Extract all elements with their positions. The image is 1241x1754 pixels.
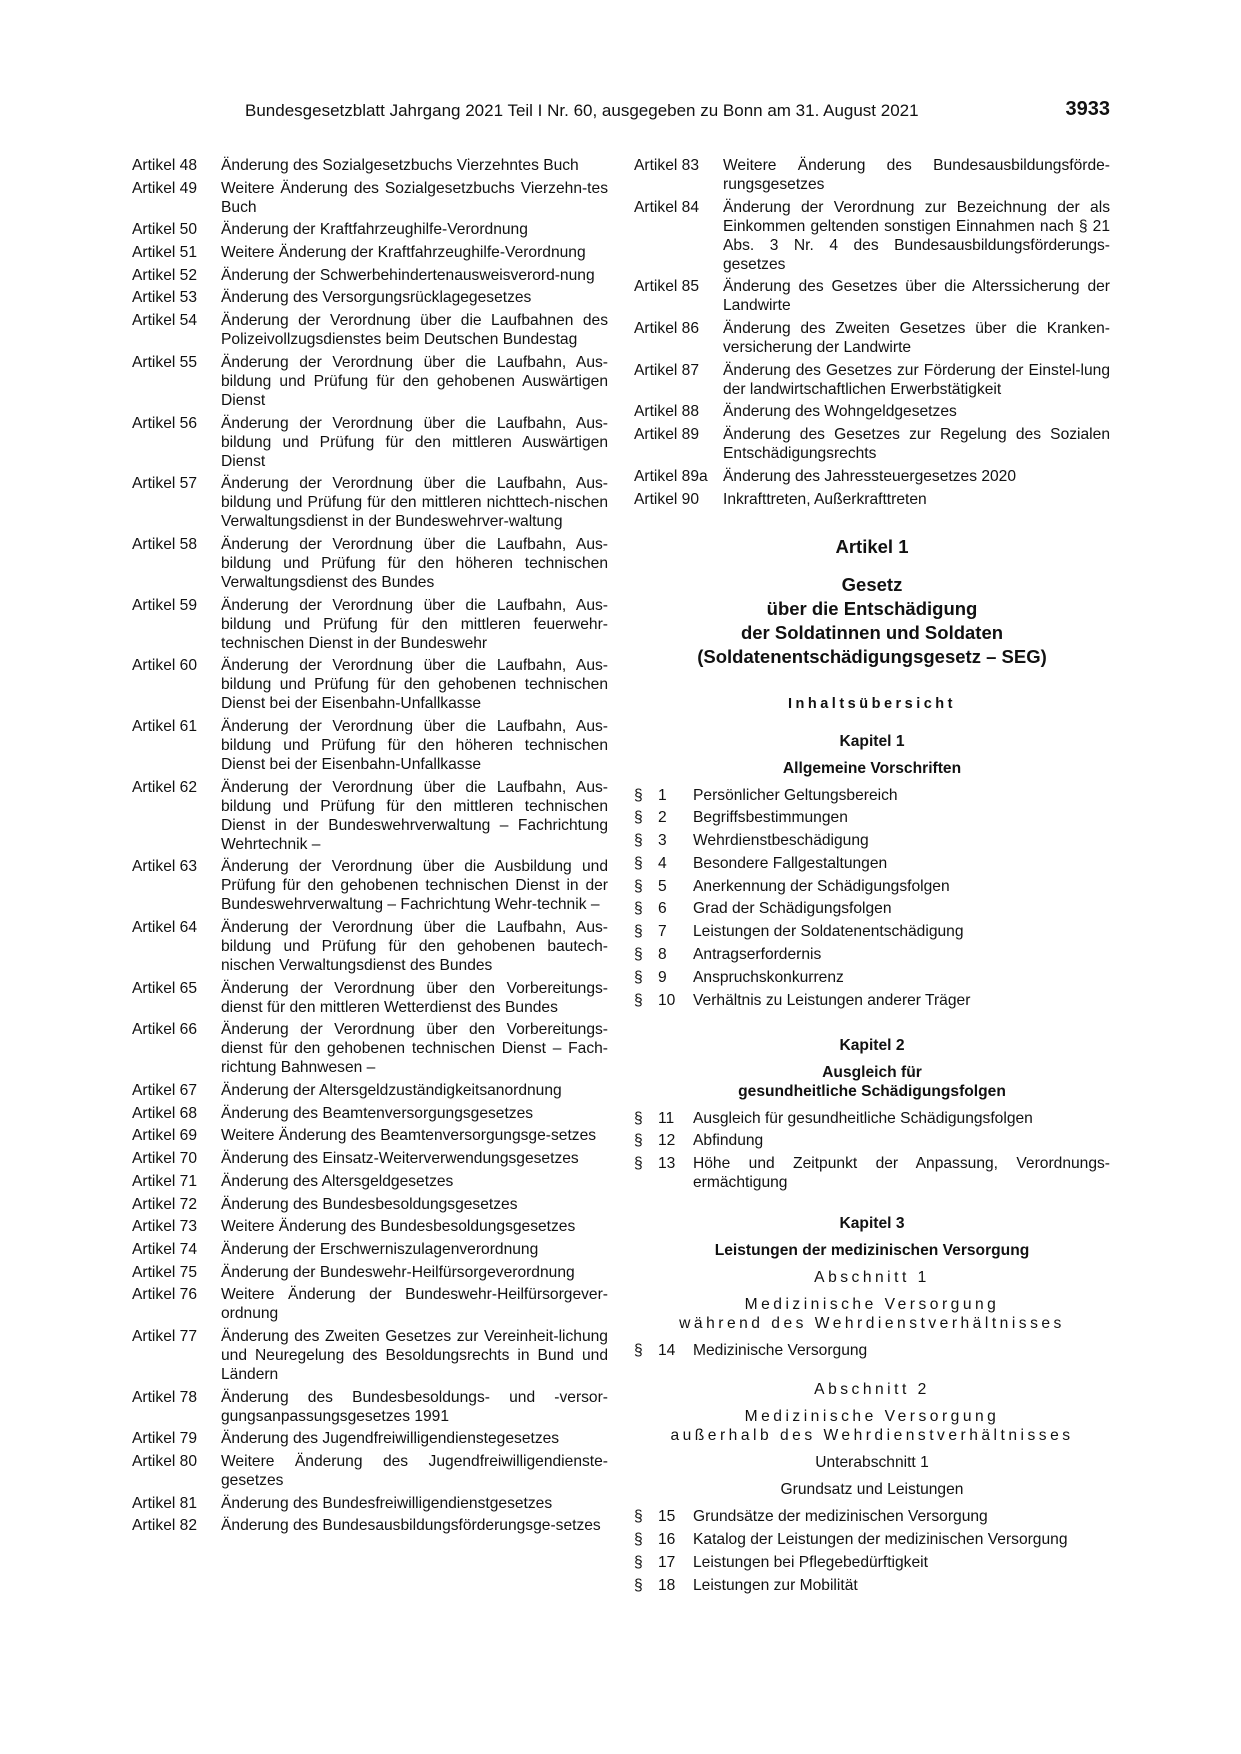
- article-number: Artikel 62: [132, 778, 198, 796]
- section-title: Begriffsbestimmungen: [693, 809, 848, 827]
- article-number: Artikel 55: [132, 353, 198, 371]
- article-number: Artikel 72: [132, 1195, 198, 1213]
- abschnitt-title-line: während des Wehrdienstverhältnisses: [679, 1315, 1065, 1333]
- section-symbol: §: [634, 1342, 643, 1360]
- article-title: Weitere Änderung des Sozialgesetzbuchs Vierzehn-tes Buch: [221, 179, 608, 216]
- section-number: 15: [658, 1508, 676, 1526]
- section-number: 7: [658, 923, 667, 941]
- article-title: Änderung des Gesetzes über die Alterssicherung der Landwirte: [723, 278, 1110, 315]
- article-title: Änderung des Bundesausbildungsförderungsge-setzes: [221, 1517, 601, 1535]
- article-row: [132, 1104, 608, 1123]
- section-number: 16: [658, 1531, 676, 1549]
- article-title: Änderung der Schwerbehindertenausweisverord-nung: [221, 266, 595, 284]
- section-title: Leistungen der Soldatenentschädigung: [693, 923, 964, 941]
- article-row: [132, 1172, 608, 1191]
- article-number: Artikel 85: [634, 278, 700, 296]
- page-header: [132, 98, 1110, 127]
- article-number: Artikel 88: [634, 403, 700, 421]
- section-title: Besondere Fallgestaltungen: [693, 854, 888, 872]
- section-row: [634, 1154, 1110, 1192]
- section-row: [634, 1553, 1110, 1572]
- article-row: [132, 474, 608, 531]
- section-symbol: §: [634, 1576, 643, 1594]
- unterabschnitt-label: Unterabschnitt 1: [815, 1454, 929, 1472]
- article-number: Artikel 87: [634, 361, 700, 379]
- section-symbol: §: [634, 786, 643, 804]
- article-title: Änderung des Zweiten Gesetzes zur Vereinheit-lichung und Neuregelung des Besoldungsrechts in Bund und Ländern: [221, 1327, 608, 1383]
- article-title: Änderung der Verordnung zur Bezeichnung der als Einkommen geltenden sonstigen Einnahmen nach § 21 Abs. 3 Nr. 4 des Bundesausbildungsförderungs-gesetzes: [723, 198, 1110, 273]
- article-row: [132, 1494, 608, 1513]
- article-row: [132, 717, 608, 774]
- article-number: Artikel 76: [132, 1286, 198, 1304]
- article-title: Änderung der Verordnung über die Laufbahn, Aus-bildung und Prüfung für den gehobenen Auswärtigen Dienst: [221, 353, 608, 409]
- section-title: Anspruchskonkurrenz: [693, 968, 844, 986]
- section-title: Höhe und Zeitpunkt der Anpassung, Verordnungs-ermächtigung: [693, 1155, 1110, 1192]
- article-row: [132, 266, 608, 285]
- article-title: Änderung des Versorgungsrücklagegesetzes: [221, 289, 532, 307]
- article-number: Artikel 50: [132, 221, 198, 239]
- section-row: [634, 1131, 1110, 1150]
- article-row: [132, 1452, 608, 1490]
- article-row: [634, 425, 1110, 463]
- abschnitt-label: Abschnitt 2: [814, 1381, 930, 1399]
- section-number: 4: [658, 854, 667, 872]
- article-title: Änderung des Bundesbesoldungsgesetzes: [221, 1195, 518, 1213]
- law-title: [634, 573, 1110, 669]
- article-title: Änderung der Verordnung über den Vorbereitungs-dienst für den mittleren Wetterdienst des Bundes: [221, 979, 608, 1016]
- section-title: Leistungen bei Pflegebedürftigkeit: [693, 1553, 928, 1571]
- article-row: [132, 1217, 608, 1236]
- article-row: [132, 1195, 608, 1214]
- article-row: [132, 1126, 608, 1145]
- article-title: Weitere Änderung des Bundesausbildungsförde-rungsgesetzes: [723, 157, 1110, 193]
- article-row: [132, 1285, 608, 1323]
- section-symbol: §: [634, 946, 643, 964]
- section-row: [634, 1576, 1110, 1595]
- kapitel-title-line: Ausgleich für: [822, 1063, 922, 1081]
- article-row: [132, 311, 608, 349]
- article-number: Artikel 58: [132, 535, 198, 553]
- article-number: Artikel 82: [132, 1517, 198, 1535]
- article-number: Artikel 49: [132, 179, 198, 197]
- article-number: Artikel 89a: [634, 467, 708, 485]
- section-symbol: §: [634, 1109, 643, 1127]
- section-number: 17: [658, 1553, 676, 1571]
- article-row: [634, 198, 1110, 274]
- article-title: Änderung der Altersgeldzuständigkeitsanordnung: [221, 1082, 562, 1100]
- section-row: [634, 922, 1110, 941]
- article-number: Artikel 53: [132, 289, 198, 307]
- article-number: Artikel 84: [634, 198, 700, 216]
- article-row: [132, 857, 608, 914]
- section-row: [634, 899, 1110, 918]
- section-symbol: §: [634, 1132, 643, 1150]
- section-symbol: §: [634, 900, 643, 918]
- section-title: Grundsätze der medizinischen Versorgung: [693, 1508, 988, 1526]
- right-column: [634, 156, 1110, 1598]
- article-number: Artikel 61: [132, 717, 198, 735]
- section-row: [634, 808, 1110, 827]
- abschnitt-title-line: Medizinische Versorgung: [744, 1296, 1000, 1314]
- article-title: Änderung des Einsatz-Weiterverwendungsgesetzes: [221, 1150, 579, 1168]
- kapitel-label: Kapitel 3: [839, 1215, 905, 1233]
- article-title: Änderung des Beamtenversorgungsgesetzes: [221, 1104, 534, 1122]
- section-row: [634, 968, 1110, 987]
- section-number: 2: [658, 809, 667, 827]
- article-row: [132, 179, 608, 217]
- kapitel-label: Kapitel 1: [839, 732, 905, 750]
- kapitel-title: Leistungen der medizinischen Versorgung: [714, 1242, 1030, 1260]
- section-title: Persönlicher Geltungsbereich: [693, 786, 898, 804]
- article-row: [132, 1388, 608, 1426]
- section-number: 5: [658, 877, 667, 895]
- article-title: Änderung der Verordnung über den Vorbereitungs-dienst für den gehobenen technischen Dienst – Fach-richtung Bahnwesen –: [221, 1021, 608, 1077]
- article-number: Artikel 75: [132, 1263, 198, 1281]
- article-row: [132, 918, 608, 975]
- article-title: Änderung der Verordnung über die Laufbahn, Aus-bildung und Prüfung für den gehobenen technischen Dienst bei der Eisenbahn-Unfallkasse: [221, 657, 608, 713]
- article-number: Artikel 60: [132, 657, 198, 675]
- section-title: Medizinische Versorgung: [693, 1342, 868, 1360]
- article-title: Weitere Änderung des Bundesbesoldungsgesetzes: [221, 1218, 576, 1236]
- section-number: 13: [658, 1155, 676, 1173]
- page-number: 3933: [1065, 98, 1110, 120]
- unterabschnitt-title: Grundsatz und Leistungen: [780, 1481, 964, 1499]
- article-row: [132, 979, 608, 1017]
- article-number: Artikel 79: [132, 1430, 198, 1448]
- article-number: Artikel 51: [132, 244, 198, 262]
- section-number: 6: [658, 900, 667, 918]
- article-number: Artikel 56: [132, 414, 198, 432]
- article-title: Änderung des Wohngeldgesetzes: [723, 403, 957, 421]
- section-symbol: §: [634, 877, 643, 895]
- section-title: Wehrdienstbeschädigung: [693, 832, 869, 850]
- article-row: [634, 156, 1110, 194]
- left-column: [132, 156, 608, 1539]
- article-row: [132, 1429, 608, 1448]
- section-title: Katalog der Leistungen der medizinischen Versorgung: [693, 1531, 1068, 1549]
- section-title: Antragserfordernis: [693, 946, 822, 964]
- article-row: [634, 490, 1110, 509]
- section-symbol: §: [634, 1155, 643, 1173]
- section-row: [634, 831, 1110, 850]
- article-title: Änderung der Verordnung über die Laufbahn, Aus-bildung und Prüfung für den mittleren technischen Dienst in der Bundeswehrverwaltung – Fachrichtung Wehrtechnik –: [221, 778, 608, 853]
- article-number: Artikel 64: [132, 919, 198, 936]
- kapitel-label: Kapitel 2: [839, 1036, 905, 1054]
- article-row: [132, 353, 608, 410]
- article-title: Änderung des Gesetzes zur Regelung des Sozialen Entschädigungsrechts: [723, 426, 1110, 463]
- section-title: Abfindung: [693, 1132, 764, 1150]
- section-number: 1: [658, 786, 667, 804]
- article-number: Artikel 71: [132, 1172, 198, 1190]
- article-row: [132, 414, 608, 471]
- section-title: Leistungen zur Mobilität: [693, 1576, 858, 1594]
- section-symbol: §: [634, 854, 643, 872]
- article-row: [132, 220, 608, 239]
- article-row: [132, 288, 608, 307]
- article-title: Änderung der Verordnung über die Laufbahn, Aus-bildung und Prüfung für den höheren technischen Verwaltungsdienst des Bundes: [221, 535, 608, 591]
- section-number: 9: [658, 968, 667, 986]
- section-number: 10: [658, 991, 676, 1009]
- article-row: [132, 1263, 608, 1282]
- article-number: Artikel 74: [132, 1240, 198, 1258]
- article-row: [132, 1081, 608, 1100]
- abschnitt-label: Abschnitt 1: [814, 1269, 930, 1287]
- article-number: Artikel 80: [132, 1453, 198, 1470]
- article-row: [132, 596, 608, 653]
- article-number: Artikel 81: [132, 1494, 198, 1512]
- law-title-line: Gesetz: [841, 573, 903, 595]
- article-row: [634, 467, 1110, 486]
- article-title: Änderung des Jugendfreiwilligendienstegesetzes: [221, 1430, 560, 1448]
- section-symbol: §: [634, 1553, 643, 1571]
- section-row: [634, 1530, 1110, 1549]
- article-title: Änderung des Gesetzes zur Förderung der Einstel-lung der landwirtschaftlichen Erwerbstätigkeit: [723, 361, 1110, 398]
- article-title: Änderung des Zweiten Gesetzes über die Kranken-versicherung der Landwirte: [723, 320, 1110, 357]
- article-row: [132, 656, 608, 713]
- article-row: [132, 1240, 608, 1259]
- article-number: Artikel 69: [132, 1127, 198, 1145]
- article-title: Änderung des Bundesfreiwilligendienstgesetzes: [221, 1494, 553, 1512]
- section-title: Grad der Schädigungsfolgen: [693, 900, 892, 918]
- article-title: Änderung der Verordnung über die Laufbahn, Aus-bildung und Prüfung für den höheren technischen Dienst bei der Eisenbahn-Unfallkasse: [221, 717, 608, 773]
- section-row: [634, 877, 1110, 896]
- article-number: Artikel 73: [132, 1218, 198, 1236]
- article-row: [132, 1327, 608, 1384]
- article-number: Artikel 68: [132, 1104, 198, 1122]
- article-title: Änderung der Verordnung über die Laufbahn, Aus-bildung und Prüfung für den gehobenen bautech-nischen Verwaltungsdienst des Bundes: [221, 919, 608, 974]
- toc-heading: Inhaltsübersicht: [788, 695, 956, 712]
- kapitel-title: Allgemeine Vorschriften: [782, 759, 962, 777]
- article-title: Änderung des Jahressteuergesetzes 2020: [723, 467, 1017, 485]
- section-number: 3: [658, 832, 667, 850]
- section-row: [634, 1507, 1110, 1526]
- article-number: Artikel 54: [132, 312, 198, 330]
- article-number: Artikel 89: [634, 426, 700, 444]
- header-title: Bundesgesetzblatt Jahrgang 2021 Teil I Nr. 60, ausgegeben zu Bonn am 31. August 2021: [245, 101, 919, 120]
- article-number: Artikel 57: [132, 475, 198, 493]
- section-title: Anerkennung der Schädigungsfolgen: [693, 877, 950, 895]
- article-number: Artikel 65: [132, 979, 198, 997]
- article-title: Änderung der Erschwerniszulagenverordnung: [221, 1240, 539, 1258]
- article-number: Artikel 66: [132, 1021, 198, 1039]
- article-title: Änderung der Verordnung über die Laufbahn, Aus-bildung und Prüfung für den mittleren Auswärtigen Dienst: [221, 414, 608, 470]
- section-row: [634, 991, 1110, 1010]
- article-title: Weitere Änderung der Kraftfahrzeughilfe-Verordnung: [221, 244, 586, 262]
- section-symbol: §: [634, 968, 643, 986]
- section-symbol: §: [634, 832, 643, 850]
- article-title: Änderung der Kraftfahrzeughilfe-Verordnung: [221, 221, 528, 239]
- section-number: 8: [658, 946, 667, 964]
- article-row: [634, 402, 1110, 421]
- article-row: [634, 319, 1110, 357]
- article-number: Artikel 90: [634, 490, 700, 508]
- section-number: 11: [658, 1109, 675, 1127]
- article-number: Artikel 67: [132, 1082, 198, 1100]
- section-number: 12: [658, 1132, 676, 1150]
- law-title-line: über die Entschädigung: [766, 597, 978, 619]
- section-symbol: §: [634, 923, 643, 941]
- article-row: [132, 778, 608, 854]
- article-title: Weitere Änderung des Jugendfreiwilligendienste-gesetzes: [221, 1453, 608, 1489]
- article-title: Änderung der Verordnung über die Laufbahnen des Polizeivollzugsdienstes beim Deutschen Bundestag: [221, 312, 608, 349]
- article-row: [132, 1149, 608, 1168]
- article-number: Artikel 52: [132, 266, 198, 284]
- artikel-heading: Artikel 1: [835, 535, 909, 557]
- section-symbol: §: [634, 991, 643, 1009]
- section-row: [634, 786, 1110, 805]
- article-row: [132, 243, 608, 262]
- article-number: Artikel 70: [132, 1150, 198, 1168]
- section-symbol: §: [634, 1531, 643, 1549]
- article-row: [132, 535, 608, 592]
- section-row: [634, 1109, 1110, 1128]
- article-row: [132, 1020, 608, 1077]
- article-number: Artikel 63: [132, 858, 198, 876]
- article-title: Inkrafttreten, Außerkrafttreten: [723, 490, 927, 508]
- abschnitt-title-line: Medizinische Versorgung: [744, 1408, 1000, 1426]
- article-number: Artikel 78: [132, 1388, 198, 1406]
- article-number: Artikel 77: [132, 1327, 198, 1345]
- section-symbol: §: [634, 809, 643, 827]
- law-title-line: der Soldatinnen und Soldaten: [740, 621, 1004, 643]
- article-title: Änderung des Sozialgesetzbuchs Vierzehntes Buch: [221, 157, 579, 174]
- article-number: Artikel 86: [634, 320, 700, 338]
- kapitel-title-line: gesundheitliche Schädigungsfolgen: [738, 1082, 1006, 1100]
- article-title: Änderung des Altersgeldgesetzes: [221, 1172, 454, 1190]
- article-title: Weitere Änderung der Bundeswehr-Heilfürsorgever-ordnung: [221, 1286, 608, 1323]
- article-title: Weitere Änderung des Beamtenversorgungsge-setzes: [221, 1127, 597, 1145]
- section-title: Verhältnis zu Leistungen anderer Träger: [693, 991, 971, 1009]
- article-row: [132, 1516, 608, 1535]
- section-row: [634, 945, 1110, 964]
- article-row: [634, 277, 1110, 315]
- article-number: Artikel 59: [132, 596, 198, 614]
- section-row: [634, 1341, 1110, 1360]
- article-title: Änderung der Verordnung über die Laufbahn, Aus-bildung und Prüfung für den mittleren feuerwehr-technischen Dienst in der Bundeswehr: [221, 596, 608, 652]
- section-title: Ausgleich für gesundheitliche Schädigungsfolgen: [693, 1109, 1033, 1127]
- law-title-line: (Soldatenentschädigungsgesetz – SEG): [697, 645, 1047, 667]
- section-number: 14: [658, 1342, 676, 1360]
- section-symbol: §: [634, 1508, 643, 1526]
- section-row: [634, 854, 1110, 873]
- article-title: Änderung des Bundesbesoldungs- und -versor-gungsanpassungsgesetzes 1991: [221, 1388, 608, 1425]
- article-title: Änderung der Bundeswehr-Heilfürsorgeverordnung: [221, 1263, 575, 1281]
- article-number: Artikel 83: [634, 157, 700, 174]
- article-row: [634, 361, 1110, 399]
- abschnitt-title-line: außerhalb des Wehrdienstverhältnisses: [670, 1427, 1074, 1445]
- article-number: Artikel 48: [132, 157, 198, 174]
- article-row: [132, 156, 608, 175]
- article-title: Änderung der Verordnung über die Laufbahn, Aus-bildung und Prüfung für den mittleren nichttech-nischen Verwaltungsdienst in der Bundeswehrver-waltung: [221, 475, 608, 531]
- section-number: 18: [658, 1576, 676, 1594]
- article-title: Änderung der Verordnung über die Ausbildung und Prüfung für den gehobenen technischen Dienst in der Bundeswehrverwaltung – Fachrichtung Wehr-technik –: [221, 858, 608, 914]
